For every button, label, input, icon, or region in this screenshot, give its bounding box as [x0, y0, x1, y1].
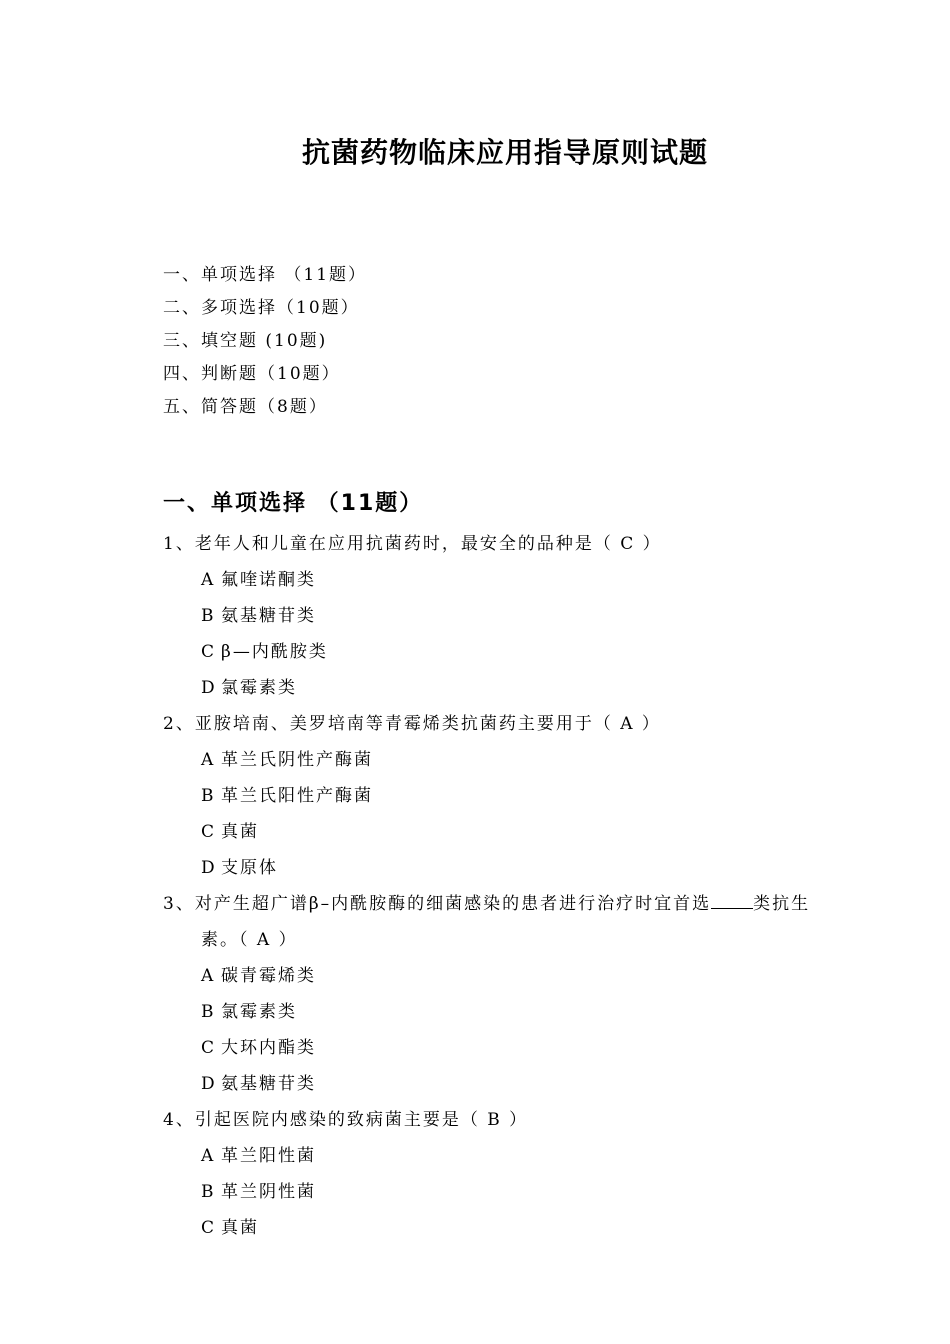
option-letter: C — [201, 1218, 217, 1238]
question-text-continued: 素。（ A ） — [201, 930, 298, 950]
option-text: 真菌 — [221, 1218, 259, 1238]
option-text: 氨基糖苷类 — [221, 1074, 316, 1094]
option-text: 革兰氏阳性产酶菌 — [221, 786, 373, 806]
option-text: 氨基糖苷类 — [221, 606, 316, 626]
section-heading: 一、单项选择 （11题） — [163, 491, 424, 516]
answer-option — [163, 814, 823, 850]
answer-option — [163, 598, 823, 634]
option-text: 氯霉素类 — [221, 1002, 297, 1022]
option-letter: A — [201, 570, 216, 590]
fill-blank — [711, 894, 753, 909]
option-text: 氯霉素类 — [221, 678, 297, 698]
answer-option — [163, 1138, 823, 1174]
option-letter: C — [201, 642, 217, 662]
toc-item: 一、单项选择 （11题） — [163, 265, 368, 285]
answer-option — [163, 994, 823, 1030]
option-letter: C — [201, 1038, 217, 1058]
answer-option — [163, 670, 823, 706]
option-letter: D — [201, 678, 217, 698]
option-letter: D — [201, 1074, 217, 1094]
answer-option — [163, 742, 823, 778]
question-text: 2、亚胺培南、美罗培南等青霉烯类抗菌药主要用于（ A ） — [163, 714, 661, 734]
option-letter: B — [201, 606, 216, 626]
option-text: 革兰氏阴性产酶菌 — [221, 750, 373, 770]
answer-option — [163, 958, 823, 994]
answer-option — [163, 1030, 823, 1066]
answer-option — [163, 778, 823, 814]
question-text-part: 3、对产生超广谱β–内酰胺酶的细菌感染的患者进行治疗时宜首选 — [163, 894, 712, 914]
option-text: 大环内酯类 — [221, 1038, 316, 1058]
answer-option — [163, 1174, 823, 1210]
answer-option — [163, 634, 823, 670]
option-letter: D — [201, 858, 217, 878]
toc-item: 三、填空题 (10题) — [163, 331, 328, 351]
option-letter: C — [201, 822, 217, 842]
option-letter: A — [201, 1146, 216, 1166]
answer-option — [163, 562, 823, 598]
option-text: 碳青霉烯类 — [221, 966, 316, 986]
option-letter: B — [201, 1182, 216, 1202]
option-letter: A — [201, 966, 216, 986]
option-text: 支原体 — [221, 858, 278, 878]
answer-option — [163, 1210, 823, 1246]
document-title: 抗菌药物临床应用指导原则试题 — [301, 136, 708, 169]
option-text: 革兰阴性菌 — [221, 1182, 316, 1202]
question-text — [163, 886, 823, 922]
question-list — [163, 526, 823, 1246]
question-text: 1、老年人和儿童在应用抗菌药时，最安全的品种是（ C ） — [163, 534, 662, 554]
question-text-part: 类抗生 — [753, 894, 811, 914]
option-letter: B — [201, 1002, 216, 1022]
option-text: 革兰阳性菌 — [221, 1146, 316, 1166]
option-letter: B — [201, 786, 216, 806]
answer-option — [163, 1066, 823, 1102]
question-text: 4、引起医院内感染的致病菌主要是（ B ） — [163, 1110, 529, 1130]
option-text: 真菌 — [221, 822, 259, 842]
toc-item: 五、简答题（8题） — [163, 397, 328, 417]
toc-item: 二、多项选择（10题） — [163, 298, 360, 318]
option-text: β—内酰胺类 — [221, 642, 328, 662]
answer-option — [163, 850, 823, 886]
option-letter: A — [201, 750, 216, 770]
option-text: 氟喹诺酮类 — [221, 570, 316, 590]
toc-item: 四、判断题（10题） — [163, 364, 341, 384]
table-of-contents — [163, 259, 367, 424]
